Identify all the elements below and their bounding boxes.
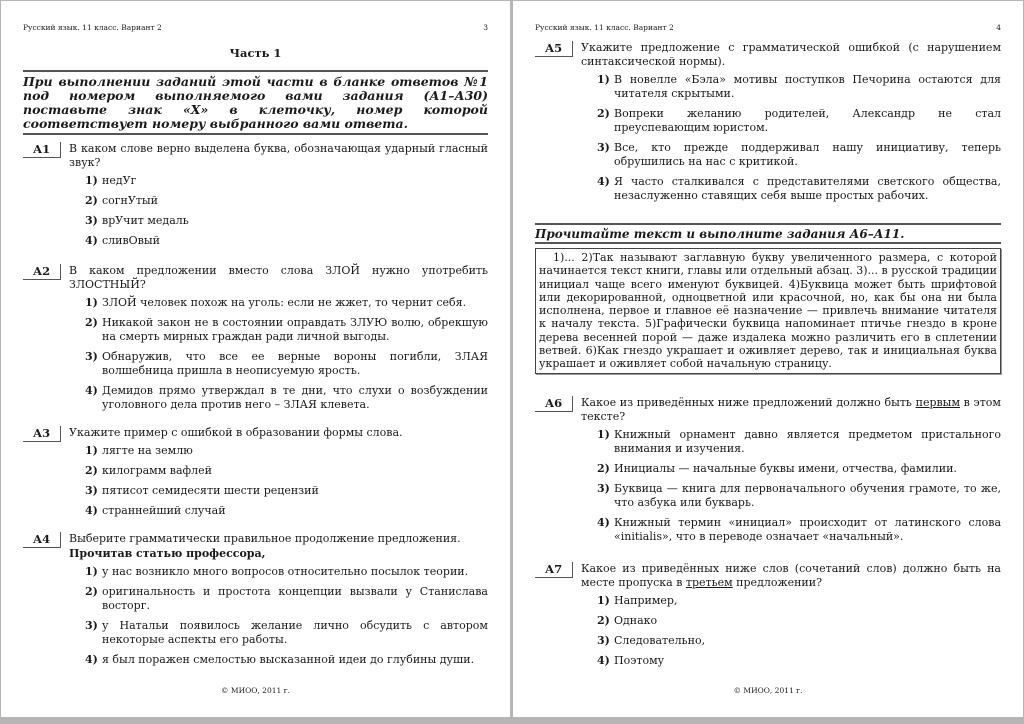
option-number: 3)	[597, 633, 610, 647]
task-label: А7	[535, 562, 573, 578]
option-text: я был поражен смелостью высказанной идеи до глубины души.	[102, 653, 475, 666]
option[interactable]	[597, 594, 1001, 608]
page-number: 3	[483, 23, 488, 32]
option[interactable]	[597, 73, 1001, 101]
option-number: 2)	[597, 461, 610, 475]
task-label: А4	[23, 532, 61, 548]
page-4	[513, 1, 1023, 717]
option[interactable]	[597, 462, 1001, 476]
option[interactable]	[597, 428, 1001, 456]
option-number: 3)	[85, 350, 98, 363]
task-label: А6	[535, 396, 573, 412]
option-number: 2)	[85, 316, 98, 329]
task-question: Выберите грамматически правильное продолжение предложения.	[69, 532, 461, 545]
option-text: Следовательно,	[614, 633, 706, 647]
question-text: в этом тексте?	[581, 395, 1001, 423]
task-question	[581, 396, 1001, 424]
option[interactable]	[597, 107, 1001, 135]
option-text: ЗЛОЙ человек похож на уголь: если не жжет, то чернит себя.	[102, 296, 467, 309]
option[interactable]	[597, 614, 1001, 628]
options-list	[69, 444, 488, 518]
task-question: В каком предложении вместо слова ЗЛОЙ нужно употребить ЗЛОСТНЫЙ?	[69, 264, 488, 291]
question-text: Какое из приведённых ниже предложений должно быть	[581, 395, 916, 409]
option-number: 4)	[85, 653, 98, 666]
option[interactable]	[85, 214, 488, 228]
option-number: 3)	[597, 141, 610, 154]
task-sentence-start: Прочитав статью профессора,	[69, 547, 266, 560]
option-text: пятисот семидесяти шести рецензий	[102, 484, 319, 497]
option[interactable]	[85, 464, 488, 478]
option-text: Инициалы — начальные буквы имени, отчества, фамилии.	[614, 461, 957, 475]
option-text: Обнаружив, что все ее верные вороны погибли, ЗЛАЯ волшебница пришла в неописуемую ярость.	[102, 350, 488, 377]
options-list	[69, 296, 488, 412]
option-number: 3)	[85, 619, 98, 632]
option-number: 4)	[85, 384, 98, 397]
option-text: согнУтый	[102, 194, 158, 207]
option-number: 2)	[597, 613, 610, 627]
question-emphasis: первым	[915, 395, 960, 409]
task-a6	[535, 396, 1001, 544]
task-label: А2	[23, 264, 61, 280]
option[interactable]	[597, 634, 1001, 648]
option-number: 4)	[597, 175, 610, 188]
option[interactable]	[85, 444, 488, 458]
question-text: Какое из приведённых ниже слов (сочетаний слов) должно быть на месте пропуска в	[581, 561, 1001, 589]
option-text: у Натальи появилось желание лично обсудить с автором некоторые аспекты его работы.	[102, 619, 488, 646]
option-text: Я часто сталкивался с представителями светского общества, незаслуженно ставящих себя выше простых рабочих.	[614, 175, 1001, 202]
option-text: В новелле «Бэла» мотивы поступков Печорина остаются для читателя скрытыми.	[614, 73, 1001, 100]
option-text: оригинальность и простота концепции вызвали у Станислава восторг.	[102, 585, 488, 612]
option[interactable]	[85, 585, 488, 613]
option[interactable]	[597, 482, 1001, 510]
option-text: лягте на землю	[102, 444, 193, 457]
question-emphasis: третьем	[685, 575, 733, 589]
task-a3	[23, 426, 488, 518]
option-text: Все, кто прежде поддерживал нашу инициативу, теперь обрушились на нас с критикой.	[614, 141, 1001, 168]
option[interactable]	[85, 504, 488, 518]
page-content	[535, 41, 1001, 674]
task-label: А5	[535, 41, 573, 57]
options-list	[69, 174, 488, 248]
option-number: 1)	[85, 296, 98, 309]
option-number: 3)	[597, 481, 610, 495]
task-a7	[535, 562, 1001, 668]
option-text: Например,	[614, 593, 678, 607]
option[interactable]	[85, 194, 488, 208]
page-header	[535, 23, 1001, 32]
option-text: Демидов прямо утверждал в те дни, что слухи о возбуждении уголовного дела против него – ЗЛАЯ клевета.	[102, 384, 488, 411]
task-question: Укажите пример с ошибкой в образовании формы слова.	[69, 426, 403, 439]
option[interactable]	[85, 174, 488, 188]
option[interactable]	[597, 654, 1001, 668]
option-text: Однако	[614, 613, 658, 627]
option-number: 1)	[597, 73, 610, 86]
option[interactable]	[85, 316, 488, 344]
option-text: килограмм вафлей	[102, 464, 212, 477]
header-title: Русский язык. 11 класс. Вариант 2	[23, 23, 162, 32]
reading-heading: Прочитайте текст и выполните задания А6–А11.	[535, 223, 1001, 244]
instruction: При выполнении заданий этой части в бланке ответов №1 под номером выполняемого вами задания (А1–А30) поставьте знак «Х» в клеточку, номер которой соответствует номеру выбранного вами ответа.	[23, 70, 488, 135]
task-label: А1	[23, 142, 61, 158]
option[interactable]	[85, 350, 488, 378]
option[interactable]	[85, 484, 488, 498]
options-list	[581, 428, 1001, 544]
option-text: Буквица — книга для первоначального обучения грамоте, то же, что азбука или букварь.	[614, 481, 1001, 509]
option-text: Книжный термин «инициал» происходит от латинского слова «initialis», что в переводе означает «начальный».	[614, 515, 1001, 543]
page-number: 4	[996, 23, 1001, 32]
option-text: страннейший случай	[102, 504, 226, 517]
option-number: 4)	[85, 234, 98, 247]
option[interactable]	[85, 296, 488, 310]
option[interactable]	[85, 565, 488, 579]
task-a4	[23, 532, 488, 667]
task-a1	[23, 142, 488, 248]
option[interactable]	[597, 516, 1001, 544]
reading-passage: 1)... 2)Так называют заглавную букву увеличенного размера, с которой начинается текст книги, главы или отдельный абзац. 3)... в русской традиции инициал чаще всего именуют буквицей. 4)Буквица может быть шрифтовой или декорированной, одноцветной или красочной, но, как бы она ни была исполнена, первое и главное её назначение — привлечь внимание читателя к началу текста. 5)Графически буквица напоминает птичье гнездо в кроне дерева весенней порой — даже издалека можно различить его в сплетении ветвей. 6)Как гнездо украшает и оживляет дерево, так и инициальная буква украшает и оживляет собой начальную страницу.	[535, 248, 1001, 374]
option-number: 4)	[597, 653, 610, 667]
option-number: 2)	[85, 464, 98, 477]
question-text: предложении?	[732, 575, 822, 589]
option-number: 1)	[85, 444, 98, 457]
page-footer: © МИОО, 2011 г.	[733, 686, 803, 695]
option[interactable]	[85, 234, 488, 248]
option-number: 2)	[597, 107, 610, 120]
option-number: 2)	[85, 585, 98, 598]
task-a5	[535, 41, 1001, 203]
option-number: 3)	[85, 484, 98, 497]
option[interactable]	[85, 384, 488, 412]
option-text: Вопреки желанию родителей, Александр не стал преуспевающим юристом.	[614, 107, 1001, 134]
page-content	[23, 46, 488, 673]
option-number: 1)	[597, 427, 610, 441]
options-list	[581, 73, 1001, 203]
option-number: 3)	[85, 214, 98, 227]
page-footer: © МИОО, 2011 г.	[221, 686, 290, 695]
task-label: А3	[23, 426, 61, 442]
option[interactable]	[597, 141, 1001, 169]
option-text: врУчит медаль	[102, 214, 189, 227]
option-number: 4)	[597, 515, 610, 529]
option-number: 2)	[85, 194, 98, 207]
option-number: 4)	[85, 504, 98, 517]
option[interactable]	[85, 619, 488, 647]
task-question	[581, 562, 1001, 590]
page-header	[23, 23, 488, 32]
header-title: Русский язык. 11 класс. Вариант 2	[535, 23, 674, 32]
option-number: 1)	[85, 565, 98, 578]
options-list	[581, 594, 1001, 668]
option-number: 1)	[597, 593, 610, 607]
option-number: 1)	[85, 174, 98, 187]
part-title: Часть 1	[229, 46, 282, 60]
option-text: Поэтому	[614, 653, 665, 667]
option-text: сливОвый	[102, 234, 160, 247]
task-question: Укажите предложение с грамматической ошибкой (с нарушением синтаксической нормы).	[581, 41, 1001, 68]
task-question: В каком слове верно выделена буква, обозначающая ударный гласный звук?	[69, 142, 488, 169]
task-a2	[23, 264, 488, 412]
option[interactable]	[85, 653, 488, 667]
page-3	[1, 1, 510, 717]
options-list	[69, 565, 488, 667]
option-text: Книжный орнамент давно является предметом пристального внимания и изучения.	[614, 427, 1001, 455]
option-text: Никакой закон не в состоянии оправдать ЗЛУЮ волю, обрекшую на смерть мирных граждан ради личной выгоды.	[102, 316, 488, 343]
option-text: у нас возникло много вопросов относительно посылок теории.	[102, 565, 469, 578]
option-text: недУг	[102, 174, 137, 187]
option[interactable]	[597, 175, 1001, 203]
